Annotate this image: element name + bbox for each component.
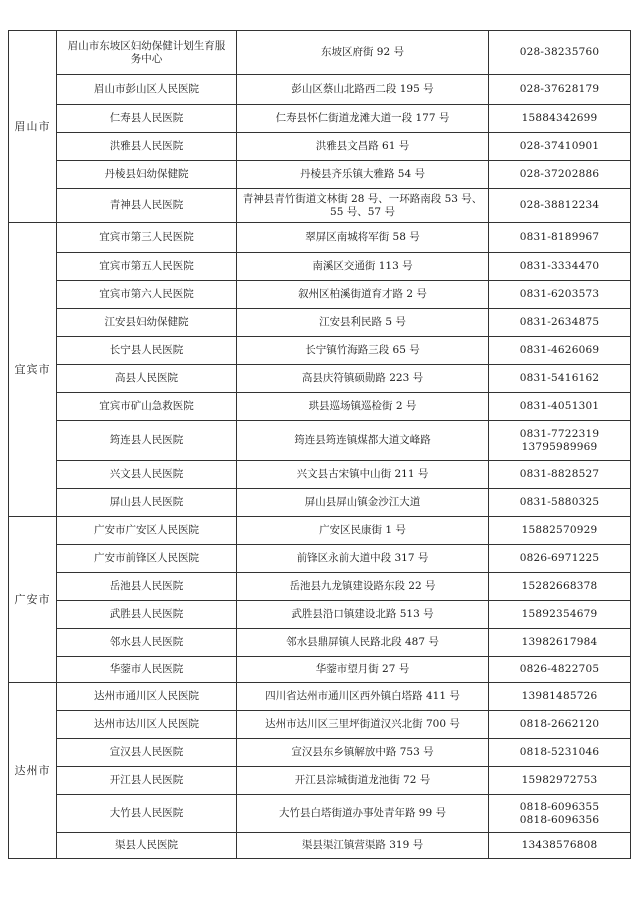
phone-number: 028-37628179: [519, 83, 600, 95]
address-cell: 洪雅县文昌路 61 号: [237, 133, 489, 161]
phone-cell: [489, 739, 631, 767]
phone-cell: [489, 545, 631, 573]
hospital-name-cell: 达州市达川区人民医院: [57, 711, 237, 739]
phone-number: 0831-3334470: [519, 260, 600, 272]
phone-number: 028-38235760: [519, 46, 600, 58]
phone-cell: [489, 767, 631, 795]
phone-cell: [489, 461, 631, 489]
phone-cell: [489, 657, 631, 683]
city-cell: 广安市: [9, 517, 57, 683]
hospital-name-cell: 岳池县人民医院: [57, 573, 237, 601]
table-row: [9, 573, 631, 601]
table-row: [9, 421, 631, 461]
address-cell: 筠连县筠连镇煤都大道文峰路: [237, 421, 489, 461]
phone-number: 0818-2662120: [519, 718, 600, 730]
phone-number: 0831-8189967: [519, 231, 600, 243]
phone-number: 13795989969: [521, 440, 598, 453]
address-cell: 翠屏区南城将军街 58 号: [237, 223, 489, 253]
phone-cell: [489, 253, 631, 281]
table-row: [9, 833, 631, 859]
hospital-name-cell: 武胜县人民医院: [57, 601, 237, 629]
phone-number: 0826-4822705: [519, 663, 600, 675]
phone-cell: [489, 309, 631, 337]
phone-number: 0831-5416162: [519, 372, 600, 384]
hospital-name-cell: 邻水县人民医院: [57, 629, 237, 657]
phone-cell: [489, 161, 631, 189]
city-cell: 眉山市: [9, 31, 57, 223]
address-cell: 青神县青竹街道文林街 28 号、一环路南段 53 号、55 号、57 号: [237, 189, 489, 223]
phone-cell: [489, 601, 631, 629]
table-row: [9, 31, 631, 75]
phone-number: 028-37202886: [519, 168, 600, 180]
phone-cell: [489, 795, 631, 833]
table-row: [9, 223, 631, 253]
phone-number: 0826-6971225: [519, 552, 600, 564]
phone-cell: [489, 75, 631, 105]
phone-cell: [489, 711, 631, 739]
phone-number: 0831-6203573: [519, 288, 600, 300]
phone-number: 0831-8828527: [519, 468, 600, 480]
phone-cell: [489, 421, 631, 461]
hospital-name-cell: 长宁县人民医院: [57, 337, 237, 365]
city-cell: 达州市: [9, 683, 57, 859]
address-cell: 彭山区蔡山北路西二段 195 号: [237, 75, 489, 105]
address-cell: 华蓥市望月街 27 号: [237, 657, 489, 683]
phone-number: 0818-6096355: [519, 800, 600, 813]
address-cell: 兴文县古宋镇中山街 211 号: [237, 461, 489, 489]
phone-number: 15282668378: [521, 580, 598, 592]
phone-cell: [489, 189, 631, 223]
address-cell: 屏山县屏山镇金沙江大道: [237, 489, 489, 517]
address-cell: 开江县淙城街道龙池街 72 号: [237, 767, 489, 795]
address-cell: 南溪区交通街 113 号: [237, 253, 489, 281]
phone-number: 0831-4051301: [519, 400, 600, 412]
address-cell: 珙县巡场镇巡检街 2 号: [237, 393, 489, 421]
phone-cell: [489, 223, 631, 253]
table-row: [9, 767, 631, 795]
table-row: [9, 309, 631, 337]
hospital-name-cell: 高县人民医院: [57, 365, 237, 393]
phone-number: 028-38812234: [519, 199, 600, 211]
phone-number: 15982972753: [521, 774, 598, 786]
phone-cell: [489, 337, 631, 365]
address-cell: 丹棱县齐乐镇大雅路 54 号: [237, 161, 489, 189]
table-row: [9, 337, 631, 365]
table-row: [9, 461, 631, 489]
hospital-name-cell: 开江县人民医院: [57, 767, 237, 795]
table-row: [9, 657, 631, 683]
phone-number: 15884342699: [521, 112, 598, 124]
table-row: [9, 739, 631, 767]
hospital-name-cell: 广安市广安区人民医院: [57, 517, 237, 545]
address-cell: 武胜县沿口镇建设北路 513 号: [237, 601, 489, 629]
table-row: [9, 253, 631, 281]
address-cell: 叙州区柏溪街道育才路 2 号: [237, 281, 489, 309]
hospital-name-cell: 达州市通川区人民医院: [57, 683, 237, 711]
table-row: [9, 281, 631, 309]
address-cell: 前锋区永前大道中段 317 号: [237, 545, 489, 573]
table-row: [9, 795, 631, 833]
hospital-name-cell: 筠连县人民医院: [57, 421, 237, 461]
hospital-name-cell: 仁寿县人民医院: [57, 105, 237, 133]
phone-cell: [489, 489, 631, 517]
table-row: [9, 105, 631, 133]
phone-cell: [489, 105, 631, 133]
hospital-name-cell: 宜宾市第六人民医院: [57, 281, 237, 309]
hospital-name-cell: 眉山市彭山区人民医院: [57, 75, 237, 105]
phone-cell: [489, 833, 631, 859]
hospital-name-cell: 广安市前锋区人民医院: [57, 545, 237, 573]
phone-number: 0831-4626069: [519, 344, 600, 356]
table-row: [9, 517, 631, 545]
phone-cell: [489, 629, 631, 657]
table-row: [9, 683, 631, 711]
phone-number: 13982617984: [521, 636, 598, 648]
phone-number: 13981485726: [521, 690, 598, 702]
phone-number: 0831-5880325: [519, 496, 600, 508]
address-cell: 岳池县九龙镇建设路东段 22 号: [237, 573, 489, 601]
address-cell: 达州市达川区三里坪街道汉兴北街 700 号: [237, 711, 489, 739]
address-cell: 渠县渠江镇营渠路 319 号: [237, 833, 489, 859]
table-row: [9, 75, 631, 105]
address-cell: 长宁镇竹海路三段 65 号: [237, 337, 489, 365]
hospital-name-cell: 丹棱县妇幼保健院: [57, 161, 237, 189]
address-cell: 四川省达州市通川区西外镇白塔路 411 号: [237, 683, 489, 711]
address-cell: 宣汉县东乡镇解放中路 753 号: [237, 739, 489, 767]
hospital-name-cell: 江安县妇幼保健院: [57, 309, 237, 337]
address-cell: 东坡区府街 92 号: [237, 31, 489, 75]
city-cell: 宜宾市: [9, 223, 57, 517]
phone-cell: [489, 517, 631, 545]
phone-cell: [489, 683, 631, 711]
phone-cell: [489, 133, 631, 161]
phone-cell: [489, 365, 631, 393]
address-cell: 高县庆符镇硕勋路 223 号: [237, 365, 489, 393]
table-row: [9, 365, 631, 393]
table-row: [9, 489, 631, 517]
phone-cell: [489, 281, 631, 309]
hospital-name-cell: 眉山市东坡区妇幼保健计划生育服务中心: [57, 31, 237, 75]
table-row: [9, 629, 631, 657]
table-row: [9, 189, 631, 223]
hospital-name-cell: 大竹县人民医院: [57, 795, 237, 833]
table-row: [9, 393, 631, 421]
phone-number: 0831-7722319: [519, 427, 600, 440]
hospital-name-cell: 兴文县人民医院: [57, 461, 237, 489]
hospital-name-cell: 洪雅县人民医院: [57, 133, 237, 161]
phone-cell: [489, 393, 631, 421]
hospital-table: [8, 30, 631, 859]
hospital-name-cell: 宜宾市第三人民医院: [57, 223, 237, 253]
table-row: [9, 133, 631, 161]
phone-number: 028-37410901: [519, 140, 600, 152]
address-cell: 邻水县鼎屏镇人民路北段 487 号: [237, 629, 489, 657]
phone-number: 0818-5231046: [519, 746, 600, 758]
address-cell: 广安区民康街 1 号: [237, 517, 489, 545]
phone-number: 13438576808: [521, 839, 598, 851]
table-row: [9, 545, 631, 573]
hospital-name-cell: 渠县人民医院: [57, 833, 237, 859]
hospital-name-cell: 青神县人民医院: [57, 189, 237, 223]
table-row: [9, 601, 631, 629]
address-cell: 大竹县白塔街道办事处青年路 99 号: [237, 795, 489, 833]
address-cell: 仁寿县怀仁街道龙滩大道一段 177 号: [237, 105, 489, 133]
table-row: [9, 161, 631, 189]
hospital-name-cell: 宜宾市第五人民医院: [57, 253, 237, 281]
hospital-name-cell: 宣汉县人民医院: [57, 739, 237, 767]
hospital-name-cell: 华蓥市人民医院: [57, 657, 237, 683]
address-cell: 江安县利民路 5 号: [237, 309, 489, 337]
phone-cell: [489, 31, 631, 75]
phone-number: 0831-2634875: [519, 316, 600, 328]
phone-number: 15892354679: [521, 608, 598, 620]
phone-cell: [489, 573, 631, 601]
phone-number: 15882570929: [521, 524, 598, 536]
phone-number: 0818-6096356: [519, 813, 600, 826]
table-row: [9, 711, 631, 739]
hospital-name-cell: 屏山县人民医院: [57, 489, 237, 517]
hospital-name-cell: 宜宾市矿山急救医院: [57, 393, 237, 421]
